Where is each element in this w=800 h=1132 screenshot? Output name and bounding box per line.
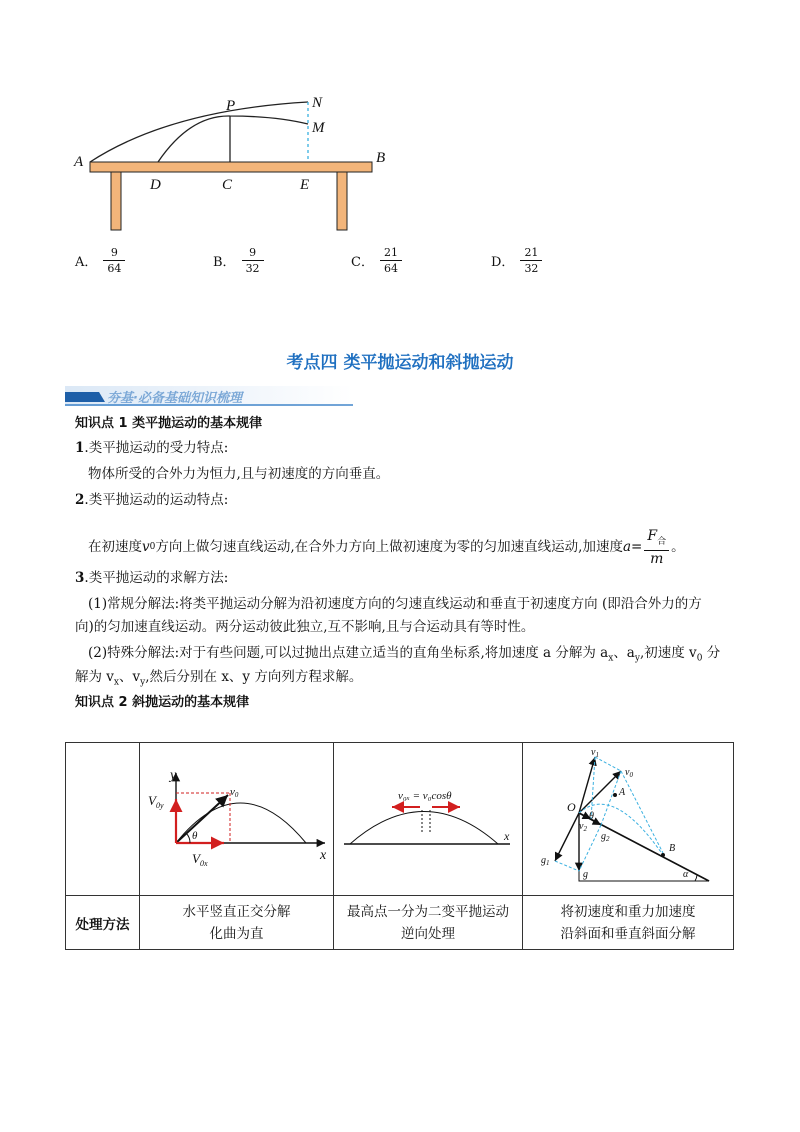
method-2-line-1: 最高点一分为二变平抛运动: [347, 903, 509, 920]
point-3-title: .类平抛运动的求解方法:: [84, 570, 229, 586]
point-3-line-4-mid: 、v: [119, 669, 141, 685]
oblique-projectile-table: [65, 742, 734, 950]
table-cell-figure-1: [140, 743, 334, 896]
table-cell-figure-3: [523, 743, 734, 896]
method-3-line-1: 将初速度和重力加速度: [560, 903, 696, 920]
option-c-numerator: 21: [383, 246, 398, 259]
point-2-F: F: [647, 528, 658, 544]
option-c-letter: C．: [351, 255, 374, 270]
fig3-v0-label: $v_0$: [625, 767, 633, 779]
point-3-line-3: [88, 643, 720, 669]
orthogonal-decomposition-figure: [140, 743, 333, 895]
section-banner: [65, 386, 353, 406]
point-2-F-sub: 合: [657, 536, 667, 547]
point-3-line-2: 向)的匀加速直线运动。两分运动彼此独立,互不影响,且与合运动具有等时性。: [75, 619, 535, 635]
fig1-v0x-label: $V_{0x}$: [192, 851, 208, 868]
point-3-line-4-a: 解为 v: [75, 669, 114, 685]
point-1-number: 1: [75, 440, 85, 456]
ax-sub: x: [608, 653, 614, 664]
acceleration-fraction: [644, 528, 669, 567]
vy-sub: y: [140, 677, 146, 688]
fig1-v0y-label: $V_{0y}$: [148, 793, 164, 810]
knowledge-point-2-title: 知识点 2 斜抛运动的基本规律: [75, 695, 250, 710]
knowledge-point-1-title: 知识点 1 类平抛运动的基本规律: [75, 416, 263, 431]
option-b-letter: B．: [213, 255, 236, 270]
point-2-text: [88, 528, 685, 567]
point-2-end: 。: [671, 539, 685, 556]
point-2-v0-sub: 0: [149, 542, 156, 553]
point-2-v0: v: [142, 539, 150, 556]
table-cell-figure-2: [334, 743, 523, 896]
label-B: B: [376, 150, 386, 166]
fig1-x-label: x: [320, 848, 327, 863]
point-3-line-3-a: (2)特殊分解法:对于有些问题,可以过抛出点建立适当的直角坐标系,将加速度 a 分解为 a: [88, 645, 609, 661]
point-2-title: .类平抛运动的运动特点:: [84, 492, 229, 508]
option-c-fraction: [382, 246, 400, 275]
option-d-numerator: 21: [524, 246, 539, 259]
banner-text: 夯基·必备基础知识梳理: [107, 391, 242, 406]
point-3-line-3-mid: 、a: [613, 645, 635, 661]
point-2-eq: =: [631, 539, 643, 556]
vx-sub: x: [113, 677, 119, 688]
point-1-heading: [75, 438, 228, 458]
option-d-fraction: [522, 246, 540, 275]
table-top: [90, 162, 372, 172]
option-a-numerator: 9: [110, 246, 118, 259]
option-c-denominator: 64: [383, 262, 398, 275]
option-a-denominator: 64: [107, 262, 122, 275]
point-3-line-3-tail: 分: [702, 645, 721, 661]
point-1-text: 物体所受的合外力为恒力,且与初速度的方向垂直。: [88, 466, 390, 482]
option-b-numerator: 9: [249, 246, 257, 259]
point-2-text-a: 在初速度: [88, 539, 142, 556]
table-cell-method-2: [334, 896, 523, 950]
fig3-g1-label: $g_1$: [541, 855, 550, 867]
label-E: E: [300, 177, 310, 193]
option-d-letter: D．: [491, 255, 515, 270]
method-1-line-1: 水平竖直正交分解: [182, 903, 291, 920]
option-d-denominator: 32: [524, 262, 539, 275]
fig3-theta-label: θ: [589, 811, 594, 822]
reverse-processing-figure: [334, 743, 522, 895]
fig3-v2-label: $v_2$: [579, 821, 587, 833]
ay-sub: y: [634, 653, 640, 664]
fig2-x-label: x: [504, 829, 510, 843]
table-cell-method-1: [140, 896, 334, 950]
option-a-letter: A．: [75, 255, 98, 270]
fig3-A-label: A: [619, 787, 626, 798]
table-cell-method-3: [523, 896, 734, 950]
label-M: M: [312, 120, 325, 136]
point-2-m: m: [650, 550, 664, 567]
table-cell-empty: [66, 743, 140, 896]
point-2-number: 2: [75, 492, 85, 508]
fig3-g-label: g: [583, 869, 588, 880]
point-2-heading: [75, 490, 228, 510]
trajectory-A-N: [90, 102, 308, 162]
option-b-fraction: [244, 246, 262, 275]
table-row-figures: [66, 743, 734, 896]
label-C: C: [222, 177, 233, 193]
fig3-B-label: B: [669, 843, 676, 854]
option-c[interactable]: [351, 246, 400, 275]
table-row-header: 处理方法: [66, 896, 140, 950]
label-D: D: [150, 177, 161, 193]
table-leg-right: [337, 172, 347, 230]
option-d[interactable]: [491, 246, 540, 275]
point-3-line-4: [75, 667, 362, 693]
projectile-table-figure: [60, 90, 400, 260]
point-1-title: .类平抛运动的受力特点:: [84, 440, 229, 456]
point-3-line-3-end: ,初速度 v: [639, 645, 697, 661]
point-3-number: 3: [75, 570, 85, 586]
method-2-line-2: 逆向处理: [401, 925, 455, 942]
label-A: A: [74, 154, 84, 170]
fig2-equation: v₀ₓ = v₀cosθ: [398, 790, 452, 802]
fig1-v0-label: v0: [230, 786, 239, 799]
fig3-v1-label: $v_1$: [591, 747, 599, 759]
option-a[interactable]: [75, 246, 123, 275]
fig3-alpha-label: α: [683, 869, 689, 880]
table-leg-left: [111, 172, 121, 230]
fig3-g2-label: $g_2$: [601, 831, 610, 843]
point-3-line-1: (1)常规分解法:将类平抛运动分解为沿初速度方向的匀速直线运动和垂直于初速度方向 (即沿合外力的方: [88, 596, 702, 612]
method-1-line-2: 化曲为直: [209, 925, 264, 942]
table-row-methods: [66, 896, 734, 950]
point-3-heading: [75, 568, 228, 588]
option-b-denominator: 32: [245, 262, 260, 275]
label-N: N: [312, 95, 323, 111]
option-b[interactable]: [213, 246, 262, 275]
v0-sub: 0: [696, 653, 703, 664]
fig3-O-label: O: [567, 800, 576, 814]
point-2-text-b: 方向上做匀速直线运动,在合外力方向上做初速度为零的匀加速直线运动,加速度: [155, 539, 623, 556]
section-title: 考点四 类平抛运动和斜抛运动: [286, 353, 514, 373]
fig1-theta-label: θ: [192, 830, 198, 842]
method-3-line-2: 沿斜面和垂直斜面分解: [560, 925, 696, 942]
trajectory-D-M: [158, 116, 308, 162]
label-P: P: [226, 98, 236, 114]
fig1-y-label: y: [170, 768, 177, 783]
incline-decomposition-figure: [523, 743, 733, 895]
point-3-line-4-end: ,然后分别在 x、y 方向列方程求解。: [145, 669, 363, 685]
option-a-fraction: [105, 246, 123, 275]
point-2-a: a: [622, 539, 632, 556]
